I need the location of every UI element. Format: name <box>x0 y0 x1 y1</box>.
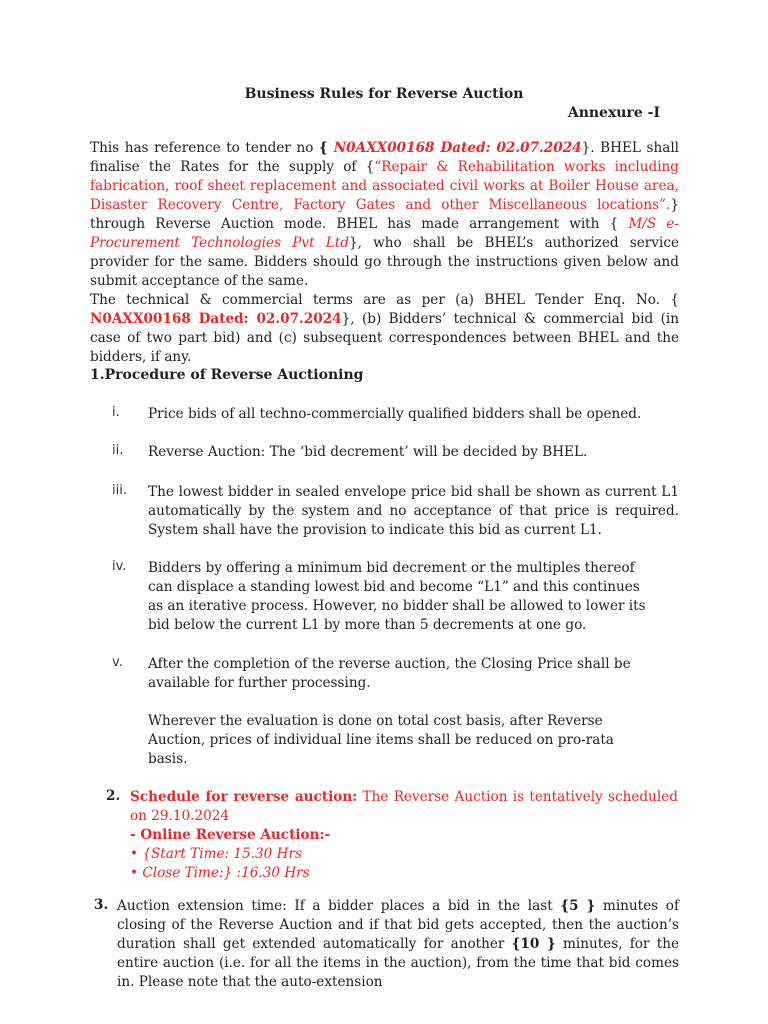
list-number: v. <box>112 655 123 670</box>
text: This has reference to tender no <box>90 140 319 156</box>
list-text: Reverse Auction: The ‘bid decrement’ will be decided by BHEL. <box>148 444 588 460</box>
annexure-label: Annexure -I <box>567 105 660 121</box>
extension-text <box>117 897 679 992</box>
tender-number: N0AXX00168 Dated: 02.07.2024 <box>90 311 342 327</box>
list-number: iii. <box>112 483 127 498</box>
list-text <box>148 655 668 769</box>
line: Bidders by offering a minimum bid decrement or the multiples thereof <box>148 560 635 576</box>
text: minutes of closing of the Reverse Auction and if that bid gets accepted, then the auction’s duration shall get extended automatically for another <box>117 898 679 952</box>
intro-paragraph-2 <box>90 291 679 367</box>
text: } through Reverse Auction mode. BHEL has made arrangement with { <box>90 197 679 232</box>
line: Wherever the evaluation is done on total cost basis, after Reverse <box>148 713 603 729</box>
work-description: “Repair & Rehabilitation works including fabrication, roof sheet replacement and associated civil works at Boiler House area, Disaster Recovery Centre, Factory Gates and other Miscellaneous locations”. <box>90 159 679 213</box>
line: Auction, prices of individual line items shall be reduced on pro-rata <box>148 732 614 748</box>
text: }, who shall be BHEL’s authorized service provider for the same. Bidders should go through the instructions given below and submit acceptance of the same. <box>90 235 679 289</box>
line: bid below the current L1 by more than 5 decrements at one go. <box>148 617 587 633</box>
schedule-date: The Reverse Auction is tentatively scheduled on 29.10.2024 <box>130 789 678 824</box>
text: Auction extension time: If a bidder places a bid in the last <box>117 898 561 914</box>
list-text: Price bids of all techno-commercially qualified bidders shall be opened. <box>148 406 642 422</box>
list-number: ii. <box>112 443 124 458</box>
tender-number: N0AXX00168 Dated: 02.07.2024 <box>333 140 582 156</box>
text: }, (b) Bidders’ technical & commercial bid (in case of two part bid) and (c) subsequent correspondences between BHEL and the bidders, if any. <box>90 311 679 365</box>
line: After the completion of the reverse auction, the Closing Price shall be <box>148 656 631 672</box>
line: available for further processing. <box>148 675 371 691</box>
extension-duration: {10 } <box>511 936 556 952</box>
intro-paragraph-1 <box>90 139 679 291</box>
close-time: • Close Time:} :16.30 Hrs <box>130 865 310 881</box>
section-1-heading: 1.Procedure of Reverse Auctioning <box>90 367 364 383</box>
list-text: The lowest bidder in sealed envelope price bid shall be shown as current L1 automatically by the system and no acceptance of that price is required. System shall have the provision to indicate this bid as current L1. <box>148 484 679 538</box>
section-number: 2. <box>106 788 121 804</box>
brace: { <box>318 140 334 156</box>
document-title: Business Rules for Reverse Auction <box>244 86 524 102</box>
schedule-details <box>130 826 330 883</box>
service-provider: M/S e-Procurement Technologies Pvt Ltd <box>90 216 679 251</box>
list-text <box>148 559 668 635</box>
line: as an iterative process. However, no bidder shall be allowed to lower its <box>148 598 646 614</box>
online-auction-heading: - Online Reverse Auction:- <box>130 827 331 843</box>
line: basis. <box>148 751 188 767</box>
line: can displace a standing lowest bid and become “L1” and this continues <box>148 579 640 595</box>
schedule-label: Schedule for reverse auction: <box>130 789 358 805</box>
extension-window: {5 } <box>560 898 596 914</box>
text: The technical & commercial terms are as per (a) BHEL Tender Enq. No. { <box>90 292 679 308</box>
schedule-text <box>130 788 678 826</box>
start-time: • {Start Time: 15.30 Hrs <box>130 846 302 862</box>
text: minutes, for the entire auction (i.e. for all the items in the auction), from the time that bid comes in. Please note that the auto-extension <box>117 936 679 990</box>
list-number: i. <box>112 405 120 420</box>
section-number: 3. <box>94 897 109 913</box>
text: }. BHEL shall finalise the Rates for the supply of { <box>90 140 680 175</box>
list-number: iv. <box>112 559 127 574</box>
